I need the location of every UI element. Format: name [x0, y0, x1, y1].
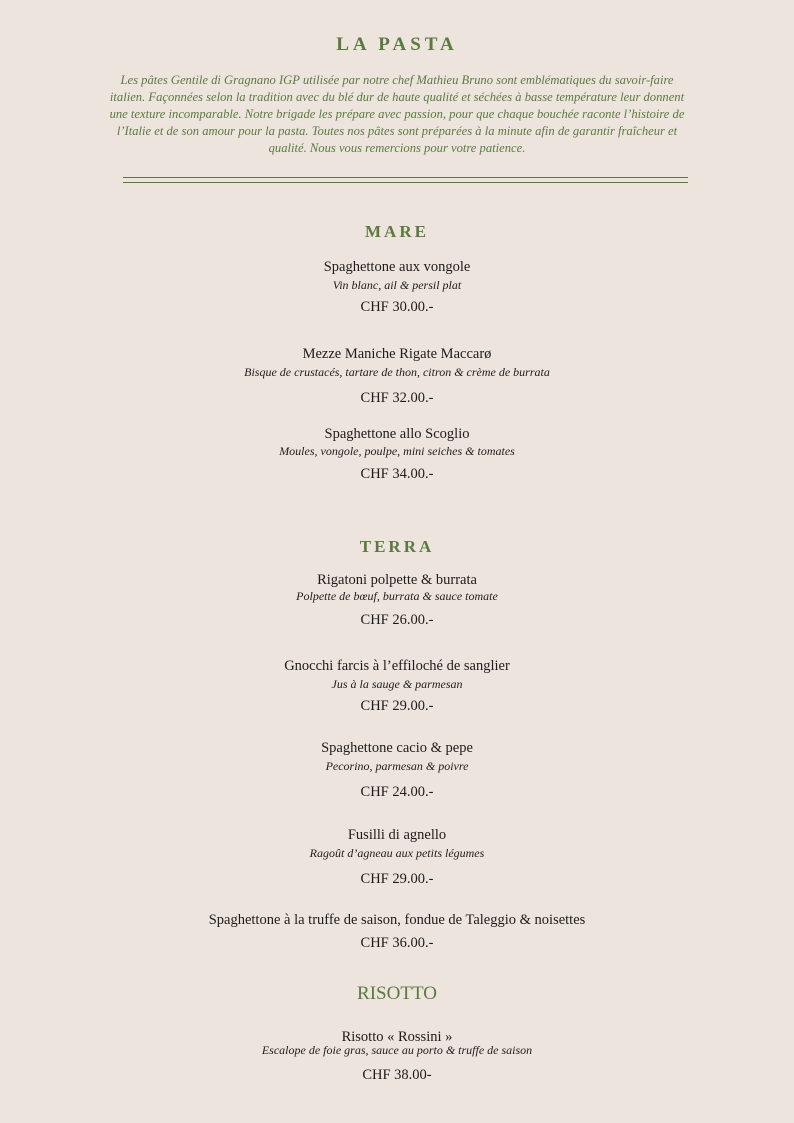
- divider-top: [123, 177, 688, 178]
- dish-description: Ragoût d’agneau aux petits légumes: [309, 846, 485, 860]
- dish-description: Polpette de bœuf, burrata & sauce tomate: [296, 589, 498, 603]
- dish-name: Risotto « Rossini »: [341, 1029, 453, 1045]
- dish-name: Spaghettone aux vongole: [323, 259, 471, 275]
- dish-price: CHF 36.00.-: [360, 935, 434, 951]
- section-title-risotto: RISOTTO: [357, 983, 437, 1004]
- dish-description: Pecorino, parmesan & poivre: [325, 759, 469, 773]
- dish-name: Spaghettone allo Scoglio: [324, 426, 470, 442]
- divider-bottom: [123, 182, 688, 183]
- section-title-terra: TERRA: [359, 537, 435, 556]
- dish-price: CHF 30.00.-: [360, 299, 434, 315]
- dish-price: CHF 26.00.-: [360, 612, 434, 628]
- section-title-mare: MARE: [365, 222, 429, 241]
- dish-description: Vin blanc, ail & persil plat: [332, 278, 462, 292]
- dish-price: CHF 32.00.-: [360, 390, 434, 406]
- dish-name: Gnocchi farcis à l’effiloché de sanglier: [284, 658, 510, 674]
- dish-price: CHF 29.00.-: [360, 698, 434, 714]
- dish-description: Escalope de foie gras, sauce au porto & truffe de saison: [261, 1043, 533, 1057]
- dish-name: Spaghettone cacio & pepe: [321, 740, 473, 756]
- intro-text: Les pâtes Gentile di Gragnano IGP utilisée par notre chef Mathieu Bruno sont emblématiques du savoir-faire italien. Façonnées selon la tradition avec du blé dur de haute qualité et séchées à basse température leur donnent une texture incomparable. Notre brigade les prépare avec passion, pour que chaque bouchée raconte l’histoire de l’Italie et de son amour pour la pasta. Toutes nos pâtes sont préparées à la minute afin de garantir fraîcheur et qualité. Nous vous remercions pour votre patience.: [109, 73, 685, 155]
- dish-name: Rigatoni polpette & burrata: [317, 572, 477, 588]
- dish-name: Fusilli di agnello: [347, 827, 447, 843]
- dish-description: Bisque de crustacés, tartare de thon, citron & crème de burrata: [244, 365, 550, 379]
- dish-price: CHF 38.00-: [362, 1067, 432, 1083]
- dish-price: CHF 34.00.-: [360, 466, 434, 482]
- dish-name: Mezze Maniche Rigate Maccarø: [302, 346, 492, 362]
- dish-name: Spaghettone à la truffe de saison, fondue de Taleggio & noisettes: [208, 912, 586, 928]
- dish-price: CHF 24.00.-: [360, 784, 434, 800]
- dish-description: Jus à la sauge & parmesan: [331, 677, 463, 691]
- dish-price: CHF 29.00.-: [360, 871, 434, 887]
- page-title: LA PASTA: [336, 34, 458, 55]
- dish-description: Moules, vongole, poulpe, mini seiches & tomates: [279, 444, 515, 458]
